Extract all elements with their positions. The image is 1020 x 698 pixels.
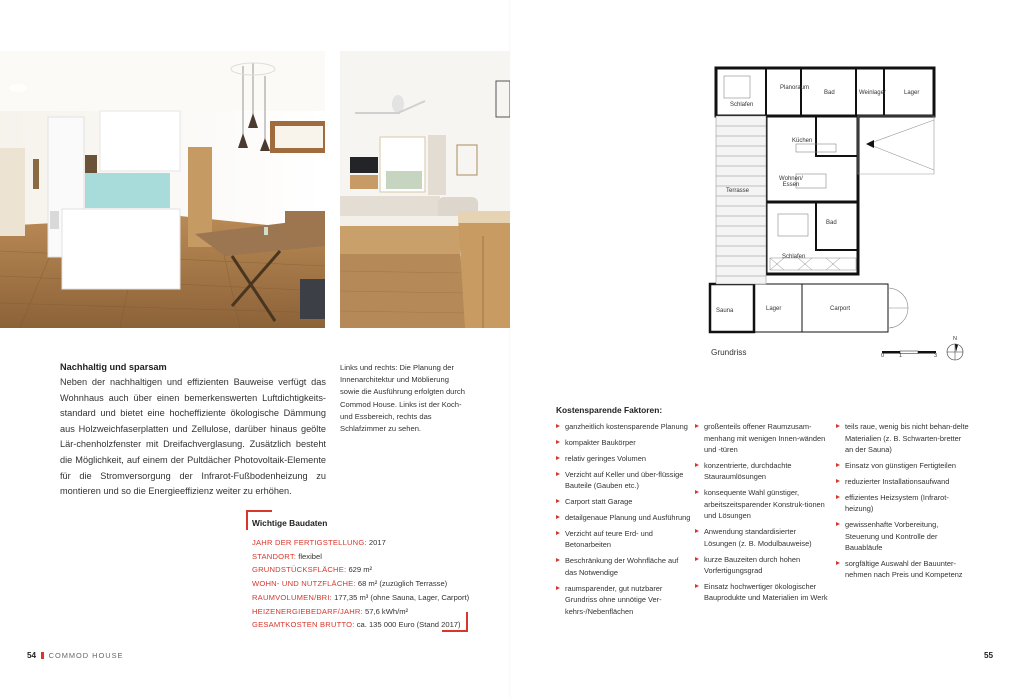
triangle-bullet-icon xyxy=(836,463,840,467)
key-data-value: 177,35 m³ (ohne Sauna, Lager, Carport) xyxy=(332,592,470,602)
triangle-bullet-icon xyxy=(556,456,560,460)
list-item-text: Einsatz von günstigen Fertigteilen xyxy=(845,460,956,470)
triangle-bullet-icon xyxy=(695,424,699,428)
key-data-item xyxy=(252,563,469,577)
triangle-bullet-icon xyxy=(556,440,560,444)
list-item-text: detailgenaue Planung und Ausführung xyxy=(565,512,691,522)
triangle-bullet-icon xyxy=(836,424,840,428)
scale-label-3: 3 xyxy=(934,353,938,359)
key-data-label: GESAMTKOSTEN BRUTTO: xyxy=(252,620,355,630)
room-label-planoraum: Planoraum xyxy=(780,85,810,91)
list-item-text: reduzierter Installationsaufwand xyxy=(845,476,950,486)
key-data-label: STANDORT: xyxy=(252,551,297,561)
list-item-text: raumsparender, gut nutzbarer Grundriss ohne unnötige Ver-kehrs-/Nebenflächen xyxy=(565,583,663,616)
key-data-value: 57,6 kWh/m² xyxy=(362,606,409,616)
photo-caption: Links und rechts: Die Planung der Innenarchitektur und Möblierung sowie die Ausführung erfolgten durch Commod House. Links ist der Koch- und Essbereich, rechts das Schlafzimmer zu sehen. xyxy=(340,363,465,434)
triangle-bullet-icon xyxy=(556,472,560,476)
running-title: COMMOD HOUSE xyxy=(48,651,124,660)
room-label-bad-north: Bad xyxy=(824,90,835,96)
triangle-bullet-icon xyxy=(695,529,699,533)
key-data-value: flexibel xyxy=(296,551,322,561)
list-item xyxy=(836,476,971,488)
list-item xyxy=(695,421,830,456)
key-data-label: GRUNDSTÜCKSFLÄCHE: xyxy=(252,565,347,575)
list-item-text: relativ geringes Volumen xyxy=(565,453,646,463)
list-item-text: Verzicht auf teure Erd- und Betonarbeiten xyxy=(565,528,653,550)
list-item xyxy=(836,519,971,554)
bedroom-photo xyxy=(340,51,510,328)
triangle-bullet-icon xyxy=(695,557,699,561)
triangle-bullet-icon xyxy=(695,584,699,588)
cost-factors-column-1 xyxy=(556,421,691,622)
triangle-bullet-icon xyxy=(836,522,840,526)
list-item xyxy=(556,496,691,508)
list-item-text: Einsatz hochwertiger ökologischer Bauprodukte und Materialien im Werk xyxy=(704,581,828,603)
triangle-bullet-icon xyxy=(556,424,560,428)
key-data-value: 68 m² (zuzüglich Terrasse) xyxy=(355,579,448,589)
accent-bar xyxy=(41,652,44,659)
list-item-text: teils raue, wenig bis nicht behan-delte Materialien (z. B. Schwarten-bretter an der Sauna) xyxy=(845,422,969,454)
list-item xyxy=(556,528,691,551)
key-data-item xyxy=(252,591,469,605)
scale-bar xyxy=(880,344,940,362)
list-item-text: kurze Bauzeiten durch hohen Vorfertigungsgrad xyxy=(704,554,801,576)
key-data-value: 629 m² xyxy=(346,565,373,575)
floor-plan xyxy=(706,62,968,340)
list-item xyxy=(695,460,830,483)
list-item xyxy=(695,487,830,522)
list-item-text: konzentrierte, durchdachte Stauraumlösungen xyxy=(704,460,792,482)
list-item xyxy=(836,460,971,472)
list-item-text: effizientes Heizsystem (Infrarot-heizung) xyxy=(845,492,949,514)
triangle-bullet-icon xyxy=(556,515,560,519)
cost-factors-title: Kostensparende Faktoren: xyxy=(556,405,663,415)
list-item-text: Anwendung standardisierter Lösungen (z. B. Modulbauweise) xyxy=(704,527,812,548)
scale-label-1: 1 xyxy=(899,353,903,359)
list-item-text: konsequente Wahl günstiger, arbeitszeitsparender Konstruk-tionen und Lösungen xyxy=(704,488,825,521)
north-label: N xyxy=(953,336,957,342)
article-heading: Nachhaltig und sparsam xyxy=(60,362,167,372)
triangle-bullet-icon xyxy=(556,586,560,590)
list-item-text: ganzheitlich kostensparende Planung xyxy=(565,422,688,431)
room-label-wohnen-essen: Wohnen/ Essen xyxy=(779,176,803,188)
room-label-bad-south: Bad xyxy=(826,220,837,226)
key-data-title: Wichtige Baudaten xyxy=(252,518,328,528)
key-data-item xyxy=(252,536,469,550)
cost-factors-column-2 xyxy=(695,421,830,608)
key-data-label: RAUMVOLUMEN/BRI: xyxy=(252,592,332,602)
footer-left xyxy=(27,651,123,660)
floor-plan-caption: Grundriss xyxy=(711,348,747,357)
list-item xyxy=(695,554,830,577)
list-item-text: Beschränkung der Wohnfläche auf das Notwendige xyxy=(565,556,679,577)
list-item xyxy=(695,526,830,549)
list-item-text: Verzicht auf Keller und über-flüssige Bauteile (Gauben etc.) xyxy=(565,469,684,491)
key-data-item xyxy=(252,577,469,591)
list-item-text: Carport statt Garage xyxy=(565,497,633,507)
page-number-right: 55 xyxy=(984,651,994,660)
list-item xyxy=(556,512,691,524)
room-label-sauna: Sauna xyxy=(716,308,734,314)
triangle-bullet-icon xyxy=(556,558,560,562)
triangle-bullet-icon xyxy=(836,561,840,565)
room-label-lager-north: Lager xyxy=(904,90,920,96)
list-item xyxy=(556,555,691,578)
article xyxy=(60,362,326,500)
key-data-label: JAHR DER FERTIGSTELLUNG: xyxy=(252,538,367,547)
room-label-terrasse: Terrasse xyxy=(726,188,750,194)
list-item xyxy=(836,421,971,456)
article-body: Neben der nachhaltigen und effizienten Bauweise verfügt das Wohnhaus auch über einen bemerkenswerten Luftdichtigkeits-standard und bietet eine hocheffiziente ökologische Dämmung aus Holzweichfaserplatten und Zellulose, darüber hinaus geölte Lär-chenholzfenster mit Dreifachverglasung. Zusätzlich besteht die Möglichkeit, auf einem der Pultdächer Photovoltaik-Elemente für die Stromversorgung der Infrarot-Fußbodenheizung zu montieren und so die Energieeffizienz weiter zu erhöhen. xyxy=(60,377,326,497)
north-arrow-icon xyxy=(945,336,967,362)
list-item-text: gewissenhafte Vorbereitung, Steuerung und Kontrolle der Bauabläufe xyxy=(845,520,939,553)
list-item xyxy=(556,469,691,492)
cost-factors-column-3 xyxy=(836,421,971,585)
triangle-bullet-icon xyxy=(556,531,560,535)
key-data-label: HEIZENERGIEBEDARF/JAHR: xyxy=(252,606,363,616)
room-label-lager-south: Lager xyxy=(766,306,782,312)
triangle-bullet-icon xyxy=(836,479,840,483)
scale-label-0: 0 xyxy=(881,353,885,359)
room-label-schlafen-south: Schlafen xyxy=(782,254,806,260)
list-item xyxy=(556,583,691,618)
triangle-bullet-icon xyxy=(836,495,840,499)
triangle-bullet-icon xyxy=(695,490,699,494)
key-data-item xyxy=(252,618,469,632)
room-label-kuechen: Küchen xyxy=(792,138,813,144)
triangle-bullet-icon xyxy=(695,463,699,467)
triangle-bullet-icon xyxy=(556,499,560,503)
room-label-carport: Carport xyxy=(830,306,851,312)
kitchen-dining-photo xyxy=(0,51,325,328)
list-item xyxy=(695,581,830,604)
list-item xyxy=(556,437,691,449)
key-data-list xyxy=(252,536,469,632)
list-item xyxy=(836,558,971,581)
page-number-left: 54 xyxy=(27,651,37,660)
key-data-label: WOHN- UND NUTZFLÄCHE: xyxy=(252,579,356,589)
room-label-weinlager: Weinlager xyxy=(859,90,886,96)
list-item-text: großenteils offener Raumzusam-menhang mit wenigen Innen-wänden und -türen xyxy=(704,422,826,454)
key-data-item xyxy=(252,605,469,619)
list-item-text: kompakter Baukörper xyxy=(565,437,636,447)
list-item xyxy=(836,492,971,515)
list-item xyxy=(556,421,691,433)
key-data-value: ca. 135 000 Euro (Stand 2017) xyxy=(354,620,461,630)
list-item xyxy=(556,453,691,465)
list-item-text: sorgfältige Auswahl der Bauunter-nehmen nach Preis und Kompetenz xyxy=(845,558,963,580)
key-data-value: 2017 xyxy=(366,538,386,547)
room-label-schlafen-north: Schlafen xyxy=(730,102,754,108)
key-data-item xyxy=(252,550,469,564)
key-data-box xyxy=(246,510,471,632)
